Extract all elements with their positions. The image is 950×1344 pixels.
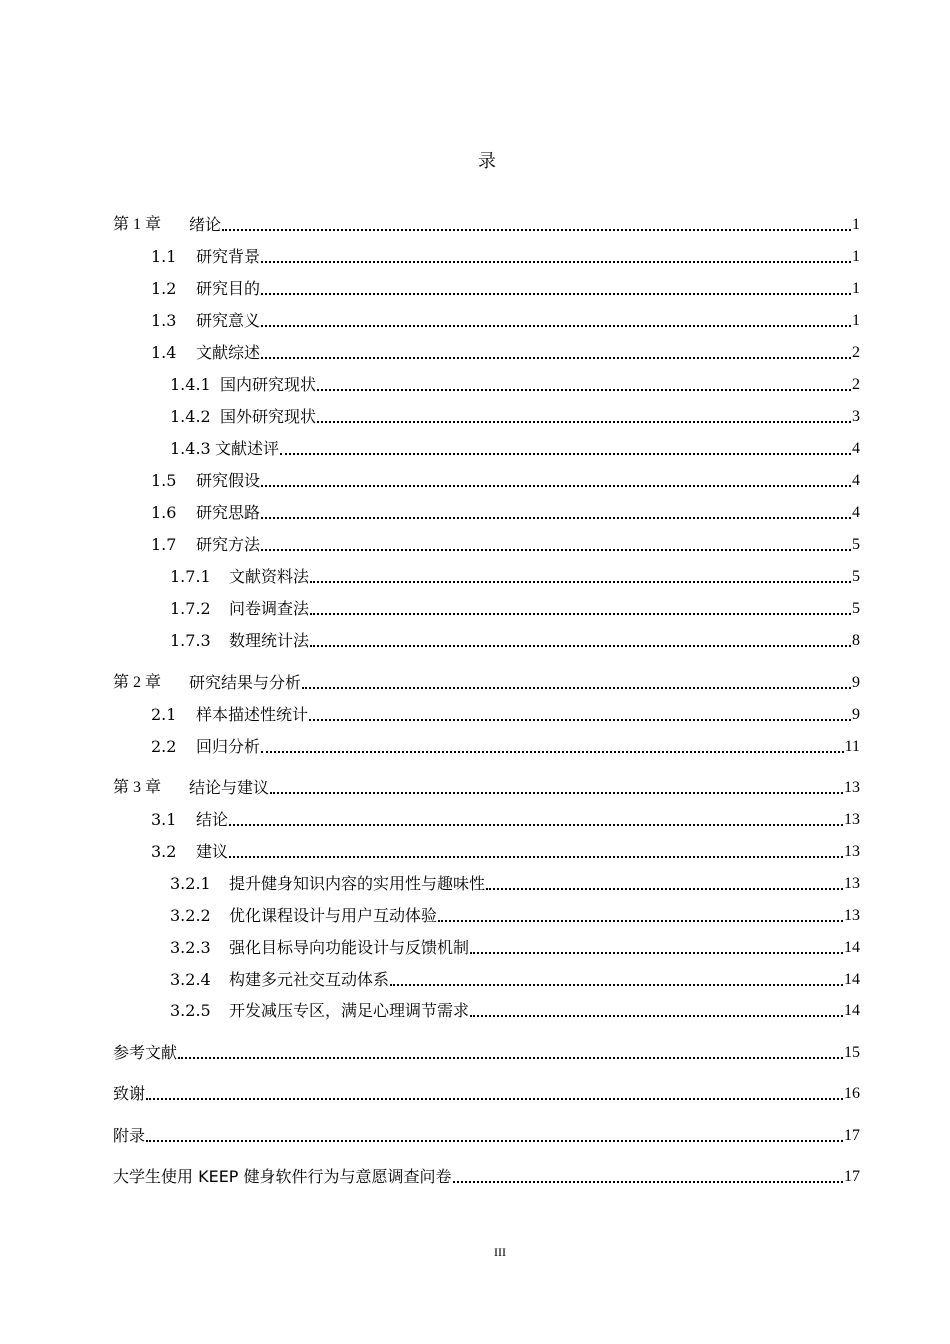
entry-page-number: 16: [844, 1085, 860, 1102]
dot-leader: [229, 856, 843, 858]
dot-leader: [302, 687, 851, 689]
entry-number: 第 3 章: [113, 779, 162, 796]
entry-page-number: 14: [844, 1002, 860, 1019]
entry-label: 问卷调查法: [229, 599, 310, 618]
toc-entry-references[interactable]: [113, 1042, 860, 1064]
entry-page-number: 5: [852, 600, 860, 617]
entry-number: 1.1: [151, 247, 177, 266]
toc-entry-chapter-2[interactable]: [113, 672, 860, 694]
entry-label: 国内研究现状: [220, 375, 317, 394]
entry-label: 结论与建议: [189, 778, 270, 797]
dot-leader: [222, 229, 851, 231]
entry-number: 1.7.3: [170, 631, 211, 650]
entry-number: 1.4: [151, 343, 177, 362]
toc-entry-1-3[interactable]: [151, 310, 860, 332]
entry-number: 1.7.1: [170, 567, 211, 586]
entry-number: 1.7.2: [170, 599, 211, 618]
dot-leader: [146, 1098, 843, 1100]
entry-page-number: 1: [852, 248, 860, 265]
toc-entry-1-1[interactable]: [151, 246, 860, 268]
entry-page-number: 2: [852, 344, 860, 361]
entry-page-number: 1: [852, 280, 860, 297]
entry-page-number: 2: [852, 376, 860, 393]
entry-page-number: 14: [844, 939, 860, 956]
entry-page-number: 5: [852, 568, 860, 585]
entry-page-number: 9: [852, 706, 860, 723]
toc-entry-3-2-1[interactable]: [170, 873, 860, 895]
entry-number: 3.2: [151, 842, 177, 861]
dot-leader: [261, 325, 851, 327]
entry-page-number: 14: [844, 971, 860, 988]
dot-leader: [390, 984, 843, 986]
entry-label: 提升健身知识内容的实用性与趣味性: [229, 874, 486, 893]
dot-leader: [470, 1015, 843, 1017]
toc-entry-1-7-3[interactable]: [170, 630, 860, 652]
toc-entry-3-2-4[interactable]: [170, 969, 860, 991]
toc-entry-1-4-1[interactable]: [170, 374, 860, 396]
entry-label: 研究意义: [196, 311, 261, 330]
toc-entry-3-2-2[interactable]: [170, 905, 860, 927]
entry-label: 研究假设: [196, 471, 261, 490]
entry-number: 3.2.2: [170, 906, 211, 925]
entry-label: 附录: [113, 1126, 146, 1145]
entry-label: 回归分析: [196, 737, 261, 756]
entry-number: 第 2 章: [113, 674, 162, 691]
dot-leader: [229, 824, 843, 826]
entry-label: 文献述评: [215, 439, 280, 458]
entry-number: 3.2.3: [170, 938, 211, 957]
dot-leader: [317, 421, 851, 423]
dot-leader: [261, 293, 851, 295]
entry-number: 第 1 章: [113, 216, 162, 233]
toc-entry-acknowledgements[interactable]: [113, 1083, 860, 1105]
entry-label: 优化课程设计与用户互动体验: [229, 906, 438, 925]
entry-label: 参考文献: [113, 1043, 178, 1062]
dot-leader: [261, 261, 851, 263]
entry-label: 构建多元社交互动体系: [229, 970, 390, 989]
toc-entry-1-7-2[interactable]: [170, 598, 860, 620]
entry-page-number: 17: [844, 1127, 860, 1144]
entry-label: 研究思路: [196, 503, 261, 522]
dot-leader: [261, 517, 851, 519]
entry-number: 3.2.5: [170, 1001, 211, 1020]
entry-number: 1.4.1: [170, 375, 211, 394]
entry-label: 开发减压专区，满足心理调节需求: [229, 1001, 470, 1020]
entry-page-number: 13: [844, 843, 860, 860]
dot-leader: [261, 485, 851, 487]
entry-label: 建议: [196, 842, 229, 861]
entry-label: 大学生使用 KEEP 健身软件行为与意愿调查问卷: [113, 1167, 452, 1186]
dot-leader: [310, 581, 851, 583]
toc-entry-1-2[interactable]: [151, 278, 860, 300]
dot-leader: [178, 1057, 843, 1059]
entry-page-number: 13: [844, 875, 860, 892]
dot-leader: [310, 613, 851, 615]
entry-label: 研究背景: [196, 247, 261, 266]
toc-entry-1-7[interactable]: [151, 534, 860, 556]
entry-page-number: 11: [844, 738, 860, 755]
entry-number: 3.1: [151, 810, 177, 829]
entry-number: 1.4.2: [170, 407, 211, 426]
entry-number: 3.2.4: [170, 970, 211, 989]
entry-number: 1.4.3: [170, 439, 211, 458]
entry-page-number: 1: [852, 312, 860, 329]
entry-number: 1.5: [151, 471, 177, 490]
entry-number: 3.2.1: [170, 874, 211, 893]
toc-entry-3-2-3[interactable]: [170, 937, 860, 959]
entry-page-number: 13: [844, 907, 860, 924]
dot-leader: [146, 1140, 843, 1142]
entry-label: 强化目标导向功能设计与反馈机制: [229, 938, 470, 957]
toc-entry-2-2[interactable]: [151, 736, 860, 758]
toc-entry-1-6[interactable]: [151, 502, 860, 524]
toc-entry-1-4-3[interactable]: [170, 438, 860, 460]
footer-page-number: III: [494, 1245, 506, 1259]
entry-page-number: 1: [852, 216, 860, 233]
entry-page-number: 4: [852, 504, 860, 521]
toc-entry-1-4-2[interactable]: [170, 406, 860, 428]
dot-leader: [261, 549, 851, 551]
dot-leader: [310, 645, 851, 647]
entry-number: 1.2: [151, 279, 177, 298]
toc-entry-3-2-5[interactable]: [170, 1000, 860, 1022]
dot-leader: [270, 792, 843, 794]
entry-label: 研究结果与分析: [189, 673, 302, 692]
dot-leader: [486, 888, 843, 890]
entry-page-number: 4: [852, 472, 860, 489]
entry-label: 致谢: [113, 1084, 146, 1103]
toc-entry-1-4[interactable]: [151, 342, 860, 364]
entry-number: 2.1: [151, 705, 177, 724]
dot-leader: [309, 719, 851, 721]
toc-entry-1-7-1[interactable]: [170, 566, 860, 588]
dot-leader: [453, 1181, 843, 1183]
entry-number: 1.6: [151, 503, 177, 522]
entry-page-number: 13: [844, 779, 860, 796]
dot-leader: [261, 357, 851, 359]
entry-page-number: 3: [852, 408, 860, 425]
entry-page-number: 8: [852, 632, 860, 649]
dot-leader: [261, 751, 844, 753]
dot-leader: [438, 920, 843, 922]
entry-number: 1.3: [151, 311, 177, 330]
entry-page-number: 9: [852, 674, 860, 691]
entry-page-number: 17: [844, 1168, 860, 1185]
entry-label: 绪论: [189, 215, 222, 234]
entry-number: 1.7: [151, 535, 177, 554]
toc-entry-1-5[interactable]: [151, 470, 860, 492]
entry-label: 样本描述性统计: [196, 705, 309, 724]
entry-number: 2.2: [151, 737, 177, 756]
dot-leader: [317, 389, 851, 391]
toc-entry-chapter-1[interactable]: [113, 214, 860, 236]
toc-entry-questionnaire[interactable]: [113, 1166, 860, 1188]
entry-page-number: 5: [852, 536, 860, 553]
entry-label: 结论: [196, 810, 229, 829]
entry-label: 研究目的: [196, 279, 261, 298]
entry-label: 文献资料法: [229, 567, 310, 586]
toc-entry-2-1[interactable]: [151, 704, 860, 726]
toc-entry-3-2[interactable]: [151, 841, 860, 863]
entry-label: 研究方法: [196, 535, 261, 554]
entry-page-number: 4: [852, 440, 860, 457]
entry-label: 数理统计法: [229, 631, 310, 650]
toc-entry-chapter-3[interactable]: [113, 777, 860, 799]
toc-entry-appendix[interactable]: [113, 1125, 860, 1147]
dot-leader: [470, 952, 843, 954]
entry-label: 国外研究现状: [220, 407, 317, 426]
toc-title: 录: [478, 151, 496, 172]
entry-page-number: 15: [844, 1044, 860, 1061]
dot-leader: [280, 453, 851, 455]
entry-label: 文献综述: [196, 343, 261, 362]
toc-entry-3-1[interactable]: [151, 809, 860, 831]
entry-page-number: 13: [844, 811, 860, 828]
